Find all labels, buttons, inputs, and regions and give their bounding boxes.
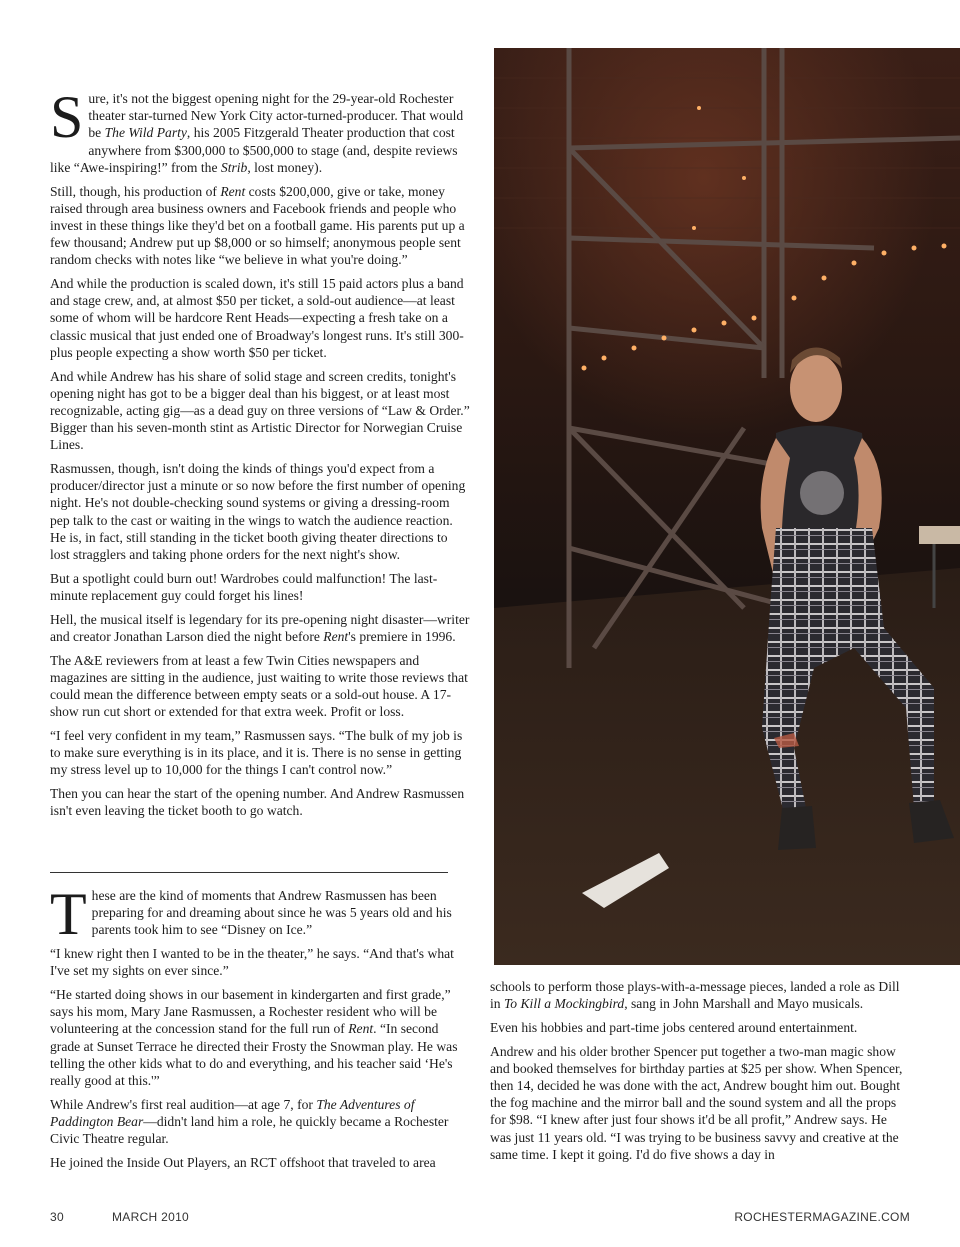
text: —didn't land him a role, he quickly became a Rochester Civic Theatre regular. — [50, 1113, 449, 1147]
paragraph: And while Andrew has his share of solid stage and screen credits, tonight's opening night has got to be a bigger deal than his biggest, or at least most recognizable, acting gig—as a dead guy on three versions of “Law & Order.” Bigger than his seven-month stint as Artistic Director for Norwegian Cruise Lines. — [50, 368, 470, 453]
paragraph: Andrew and his older brother Spencer put together a two-man magic show and booked themselves for birthday parties at $25 per show. When Spencer, then 14, decided he was done with the act, Andrew bought him out. Bought the fog machine and the mirror ball and the sound system and all the props for $98. “I knew after just four shows it'd be all profit,” Andrew says. He was just 11 years old. “I was trying to be business savvy and creative at the same time. I kept it going. I'd do five shows a day in — [490, 1043, 903, 1162]
paragraph — [50, 84, 470, 176]
italic-title: Rent — [220, 183, 246, 199]
text: Hell, the musical itself is legendary for its pre-opening night disaster—writer and creator Jonathan Larson died the night before — [50, 611, 470, 644]
paragraph — [490, 978, 910, 1012]
text: While Andrew's first real audition—at age 7, for — [50, 1096, 317, 1112]
paragraph: But a spotlight could burn out! Wardrobes could malfunction! The last-minute replacement guy could forget his lines! — [50, 570, 438, 603]
text: , his 2005 Fitzgerald Theater production that cost anywhere from $300,000 to $500,000 to stage (and, despite reviews like “Awe-inspiring!” from the — [50, 125, 458, 175]
paragraph: “I knew right then I wanted to be in the theater,” he says. “And that's what I've set my sights on ever since.” — [50, 946, 454, 979]
paragraph: He joined the Inside Out Players, an RCT offshoot that traveled to area — [50, 1154, 436, 1170]
article-column-right — [490, 978, 910, 1170]
paragraph: Then you can hear the start of the opening number. And Andrew Rasmussen isn't even leaving the ticket booth to go watch. — [50, 786, 465, 819]
text: hese are the kind of moments that Andrew Rasmussen has been preparing for and dreaming about since he was 5 years old and his parents took him to see “Disney on Ice.” — [91, 888, 452, 938]
paragraph — [50, 881, 470, 947]
article-column-left-bottom — [50, 881, 470, 1178]
italic-title: The Adventures of Paddington Bear — [50, 1096, 415, 1129]
text: “He started doing shows in our basement in kindergarten and first grade,” says his mom, Mary Jane Rasmussen, a Rochester resident who will be volunteering at the concession stand for the full run of — [50, 987, 451, 1037]
italic-title: The Wild Party — [104, 125, 187, 141]
paragraph — [50, 183, 470, 269]
italic-title: Strib — [220, 159, 248, 175]
text: ure, it's not the biggest opening night for the 29-year-old Rochester theater star-turned New York City actor-turned-producer. That would be — [88, 91, 464, 141]
text: costs $200,000, give or take, money raised through area business owners and Facebook friends and people who invest in these things like they'd bet on a football game. His parents put up a few thousand; Andrew put up $8,000 or so himself; anonymous people sent random checks with notes like “we believe in what you're doing.” — [50, 183, 465, 268]
text: Still, though, his production of — [50, 183, 221, 199]
text: . “In second grade at Sunset Terrace he directed their Frosty the Snowman play. He was telling the other kids what to do and everything, and his teacher said ‘He's really good at this.'” — [50, 1021, 458, 1089]
text: 's premiere in 1996. — [348, 628, 456, 644]
text: , lost money). — [247, 159, 323, 175]
paragraph — [50, 986, 470, 1089]
article-column-left — [50, 84, 470, 826]
paragraph: Even his hobbies and part-time jobs centered around entertainment. — [490, 1019, 858, 1035]
text: , sang in John Marshall and Mayo musicals. — [624, 996, 864, 1012]
paragraph: And while the production is scaled down, it's still 15 paid actors plus a band and stage crew, and, at almost $50 per ticket, a sold-out audience—at least some of whom will be hardcore Rent Heads—expecting a fresh take on a classic musical that just ended one of Broadway's longest runs. It's still 300-plus people expecting a show worth $50 per ticket. — [50, 276, 464, 360]
italic-title: Rent — [323, 628, 349, 644]
website-url: ROCHESTERMAGAZINE.COM — [734, 1210, 910, 1224]
paragraph: The A&E reviewers from at least a few Twin Cities newspapers and magazines are sitting in the audience, just waiting to write those reviews that could mean the difference between empty seats or a sold-out house. A 17-show run cut short or extended for that extra week. Profit or loss. — [50, 652, 468, 720]
stage-photo-illustration — [494, 48, 960, 965]
issue-date: MARCH 2010 — [112, 1210, 190, 1224]
drop-cap: T — [50, 881, 87, 947]
italic-title: To Kill a Mockingbird — [503, 996, 625, 1012]
page-number: 30 — [50, 1210, 64, 1224]
text: schools to perform those plays-with-a-message pieces, landed a role as Dill in — [490, 979, 900, 1012]
section-divider — [50, 872, 448, 873]
paragraph: “I feel very confident in my team,” Rasmussen says. “The bulk of my job is to make sure everything is in its place, and it is. There is no sense in getting my stress level up to 10,000 for the things I can't control now.” — [50, 727, 463, 778]
paragraph: Rasmussen, though, isn't doing the kinds of things you'd expect from a producer/director just a minute or so now before the first number of opening night. He's not double-checking sound systems or giving a dressing-room pep talk to the cast or waiting in the wings to watch the audience reaction. He is, in fact, still standing in the ticket booth giving theater directions to lost stragglers and taking phone orders for the next night's show. — [50, 461, 466, 563]
italic-title: Rent — [348, 1021, 374, 1037]
drop-cap: S — [50, 84, 84, 150]
stage-photo — [494, 48, 960, 965]
paragraph — [50, 1096, 470, 1148]
paragraph — [50, 611, 470, 645]
